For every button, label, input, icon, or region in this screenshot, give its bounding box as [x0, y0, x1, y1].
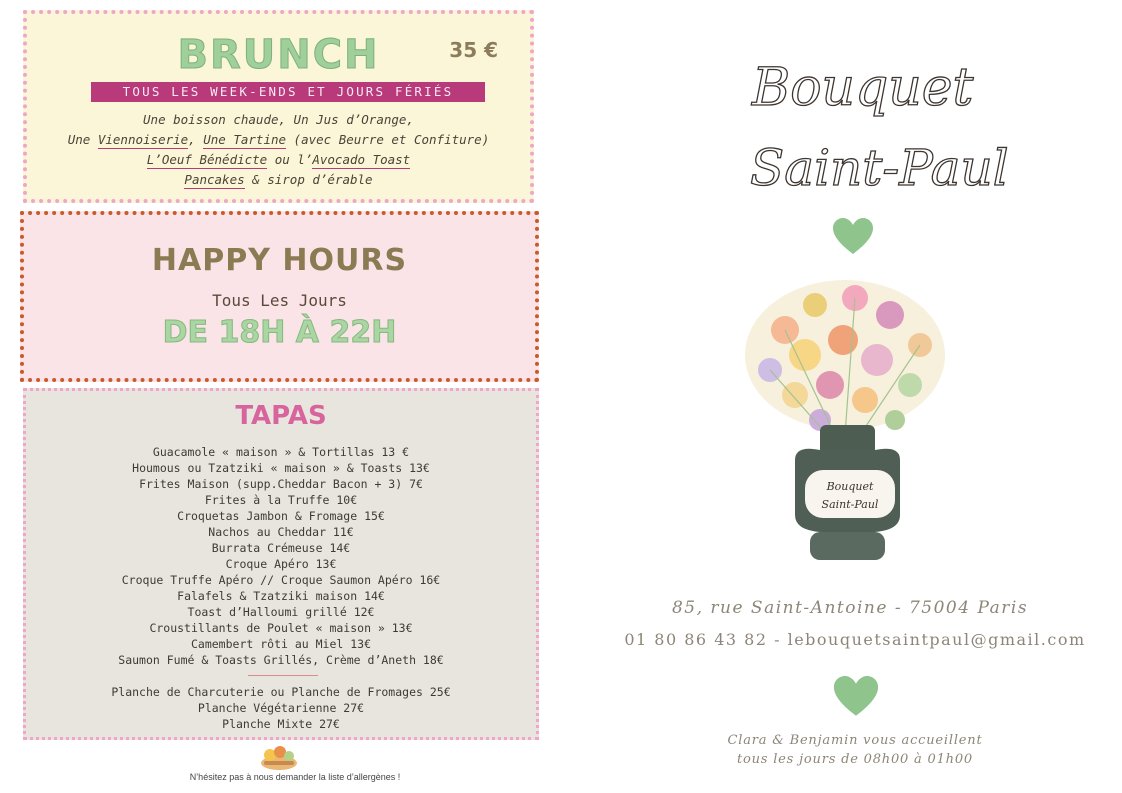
list-item: Saumon Fumé & Toasts Grillés, Crème d’Aneth 18€ [118, 653, 444, 667]
list-item: Croque Truffe Apéro // Croque Saumon Apéro 16€ [121, 573, 441, 587]
list-item: Frites Maison (supp.Cheddar Bacon + 3) 7€ [139, 477, 423, 491]
list-item: Planche de Charcuterie ou Planche de Fromages 25€ [111, 685, 451, 699]
brunch-text: Une [67, 132, 98, 147]
vase [795, 425, 900, 560]
happy-hours-days: Tous Les Jours [212, 291, 347, 310]
list-item: Croquetas Jambon & Fromage 15€ [177, 509, 385, 523]
phone-email: 01 80 86 43 82 - lebouquetsaintpaul@gmail.com [624, 630, 1086, 649]
brunch-text: L’Oeuf [146, 152, 200, 167]
plates-list [26, 684, 536, 732]
brunch-line-1: Une boisson chaude, Un Jus d’Orange, [143, 112, 414, 127]
brunch-tagline: TOUS LES WEEK-ENDS ET JOURS FÉRIÉS [91, 82, 485, 102]
list-item: Croustillants de Poulet « maison » 13€ [149, 621, 413, 635]
list-item: Nachos au Cheddar 11€ [208, 525, 354, 539]
brunch-item-avocado-toast: Avocado Toast [312, 152, 411, 167]
happy-hours-title: HAPPY HOURS [151, 243, 408, 278]
welcome-line-1: Clara & Benjamin vous accueillent [727, 733, 983, 748]
list-item: Burrata Crémeuse 14€ [211, 541, 351, 555]
tapas-list [26, 444, 536, 668]
divider [248, 675, 318, 676]
list-item: Planche Végétarienne 27€ [197, 701, 365, 715]
logo-line-2: Saint-Paul [750, 139, 1009, 197]
welcome-message [680, 731, 1030, 769]
vase-label-line-1: Bouquet [826, 480, 874, 493]
list-item: Frites à la Truffe 10€ [204, 493, 358, 507]
allergen-note: N’hésitez pas à nous demander la liste d’allergènes ! [189, 772, 401, 782]
list-item: Camembert rôti au Miel 13€ [190, 637, 371, 651]
brunch-line-3 [27, 150, 530, 170]
restaurant-logo [740, 35, 1009, 210]
brunch-text: (avec Beurre et Confiture) [286, 132, 490, 147]
brunch-section [23, 10, 534, 203]
list-item: Guacamole « maison » & Tortillas 13 € [152, 445, 410, 459]
brunch-price: 35 € [449, 38, 498, 62]
brunch-text: , [188, 132, 204, 147]
list-item: Falafels & Tzatziki maison 14€ [177, 589, 385, 603]
tapas-section [23, 388, 539, 740]
brunch-menu-lines [27, 110, 530, 190]
list-item: Croque Apéro 13€ [225, 557, 337, 571]
happy-hours-time: DE 18H À 22H [162, 315, 397, 350]
heart-icon [833, 218, 873, 256]
happy-hours-section [20, 211, 539, 382]
brunch-text: & sirop d’érable [244, 172, 373, 187]
brunch-line-4 [27, 170, 530, 190]
list-item: Toast d’Halloumi grillé 12€ [187, 605, 375, 619]
logo-line-1: Bouquet [752, 58, 974, 118]
list-item: Planche Mixte 27€ [222, 717, 340, 731]
address: 85, rue Saint-Antoine - 75004 Paris [671, 598, 1029, 618]
vase-label-line-2: Saint-Paul [821, 498, 879, 511]
brunch-text: ou l’ [267, 152, 313, 167]
heart-icon [833, 676, 879, 718]
list-item: Houmous ou Tzatziki « maison » & Toasts 13€ [132, 461, 430, 475]
brunch-item-oeuf-benedicte: Bénédicte [199, 152, 268, 167]
brunch-line-2 [27, 130, 530, 150]
brunch-title: BRUNCH [177, 32, 380, 78]
brunch-item-pancakes: Pancakes [184, 172, 245, 187]
tapas-title: TAPAS [235, 401, 327, 431]
food-basket-icon [258, 743, 300, 771]
flower-vase-illustration [725, 260, 965, 570]
brunch-item-viennoiserie: Viennoiserie [97, 132, 189, 147]
welcome-line-2: tous les jours de 08h00 à 01h00 [736, 752, 973, 767]
brunch-item-tartine: Une Tartine [203, 132, 287, 147]
